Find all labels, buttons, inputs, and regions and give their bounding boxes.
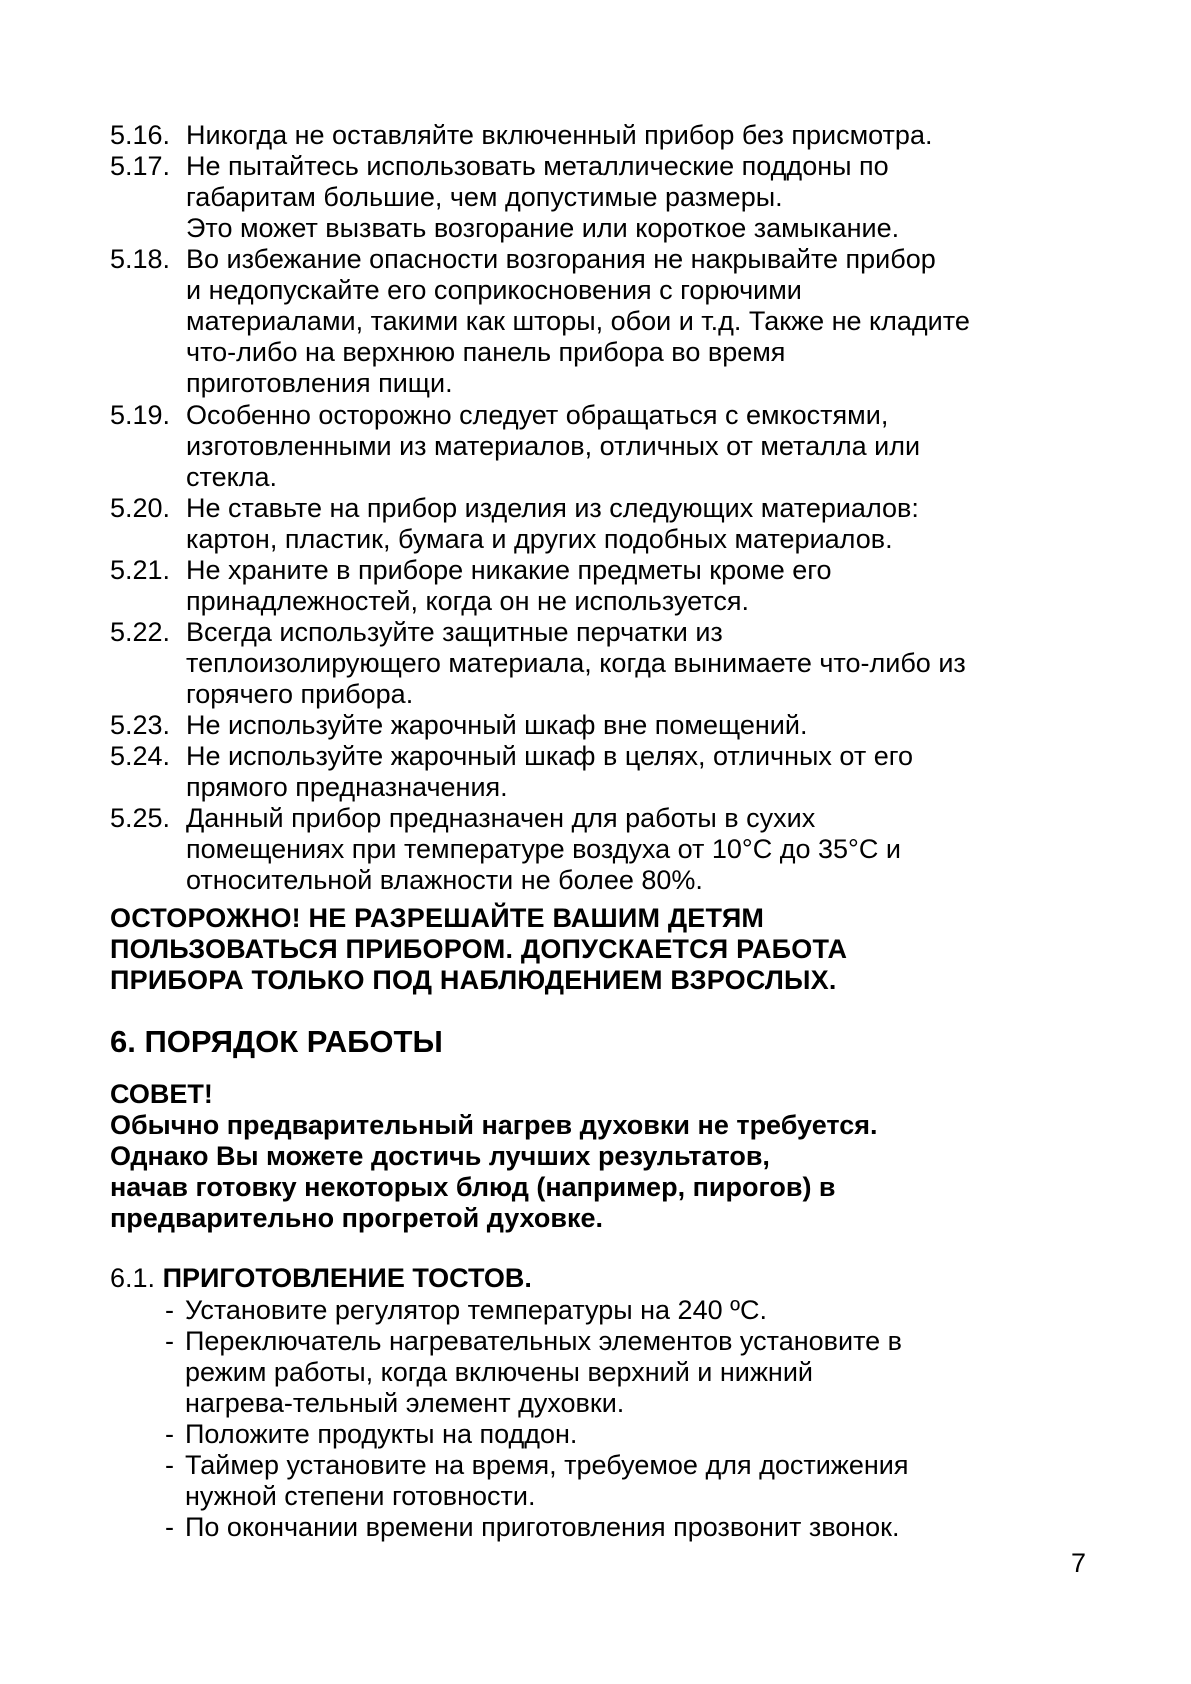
item-text [186, 803, 1106, 896]
text-line: Во избежание опасности возгорания не накрывайте прибор [186, 244, 936, 274]
subsection-title: ПРИГОТОВЛЕНИЕ ТОСТОВ. [162, 1263, 532, 1293]
step-line: режим работы, когда включены верхний и нижний [185, 1357, 814, 1387]
item-number: 5.18. [110, 244, 171, 274]
step-line: нужной степени готовности. [185, 1481, 536, 1511]
section-title: 6. ПОРЯДОК РАБОТЫ [110, 1024, 443, 1059]
dash-bullet: - [165, 1295, 174, 1325]
children-warning [110, 903, 847, 996]
step-line: Таймер установите на время, требуемое для достижения [185, 1450, 909, 1480]
warning-line: ОСТОРОЖНО! НЕ РАЗРЕШАЙТЕ ВАШИМ ДЕТЯМ [110, 903, 765, 933]
subsection-number: 6.1. [110, 1263, 156, 1293]
item-number: 5.21. [110, 555, 171, 585]
text-line: относительной влажности не более 80%. [186, 865, 703, 895]
page-number: 7 [1071, 1548, 1087, 1578]
text-line: Данный прибор предназначен для работы в сухих [186, 803, 816, 833]
text-line: Не используйте жарочный шкаф в целях, отличных от его [186, 741, 913, 771]
text-line: габаритам большие, чем допустимые размеры. [186, 182, 783, 212]
item-number: 5.25. [110, 803, 171, 833]
tip-line: Обычно предварительный нагрев духовки не требуется. [110, 1110, 878, 1140]
item-text [186, 555, 1106, 617]
item-number: 5.17. [110, 151, 171, 181]
step-line: нагрева-тельный элемент духовки. [185, 1388, 625, 1418]
tip-line: начав готовку некоторых блюд (например, пирогов) в [110, 1172, 836, 1202]
text-line: Не храните в приборе никакие предметы кроме его [186, 555, 832, 585]
item-number: 5.19. [110, 400, 171, 430]
tip-line: предварительно прогретой духовке. [110, 1203, 604, 1233]
step-line: Переключатель нагревательных элементов установите в [185, 1326, 902, 1356]
step-item [165, 1512, 909, 1543]
step-line: Установите регулятор температуры на 240 ºС. [185, 1295, 767, 1325]
step-item [165, 1295, 909, 1326]
item-number: 5.20. [110, 493, 171, 523]
item-text [186, 741, 1106, 803]
text-line: прямого предназначения. [186, 772, 508, 802]
text-line: Никогда не оставляйте включенный прибор без присмотра. [186, 120, 933, 150]
step-item [165, 1450, 909, 1512]
item-text [186, 400, 1106, 493]
item-number: 5.23. [110, 710, 171, 740]
item-text [186, 120, 1106, 151]
tip-line: Однако Вы можете достичь лучших результатов, [110, 1141, 770, 1171]
dash-bullet: - [165, 1326, 174, 1356]
step-item [165, 1419, 909, 1450]
subsection-heading [110, 1263, 532, 1294]
item-number: 5.16. [110, 120, 171, 150]
text-line: помещениях при температуре воздуха от 10°С до 35°С и [186, 834, 901, 864]
item-number: 5.24. [110, 741, 171, 771]
text-line: Особенно осторожно следует обращаться с емкостями, [186, 400, 889, 430]
item-text [186, 493, 1106, 555]
text-line: и недопускайте его соприкосновения с горючими [186, 275, 802, 305]
tip-heading: СОВЕТ! [110, 1079, 213, 1109]
text-line: горячего прибора. [186, 679, 414, 709]
step-item [165, 1326, 909, 1419]
dash-bullet: - [165, 1450, 174, 1480]
text-line: Не пытайтесь использовать металлические поддоны по [186, 151, 889, 181]
tip-block [110, 1079, 878, 1234]
dash-bullet: - [165, 1419, 174, 1449]
text-line: изготовленными из материалов, отличных от металла или [186, 431, 921, 461]
step-line: Положите продукты на поддон. [185, 1419, 578, 1449]
text-line: Всегда используйте защитные перчатки из [186, 617, 723, 647]
item-text [186, 151, 1106, 244]
warning-line: ПОЛЬЗОВАТЬСЯ ПРИБОРОМ. ДОПУСКАЕТСЯ РАБОТА [110, 934, 848, 964]
item-number: 5.22. [110, 617, 171, 647]
text-line: принадлежностей, когда он не используется. [186, 586, 749, 616]
text-line: Не используйте жарочный шкаф вне помещений. [186, 710, 808, 740]
text-line: что-либо на верхнюю панель прибора во время [186, 337, 786, 367]
text-line: картон, пластик, бумага и других подобных материалов. [186, 524, 893, 554]
item-text [186, 244, 1106, 399]
text-line: Это может вызвать возгорание или короткое замыкание. [186, 213, 900, 243]
item-text [186, 617, 1106, 710]
dash-bullet: - [165, 1512, 174, 1542]
text-line: стекла. [186, 462, 277, 492]
warning-line: ПРИБОРА ТОЛЬКО ПОД НАБЛЮДЕНИЕМ ВЗРОСЛЫХ. [110, 965, 837, 995]
text-line: Не ставьте на прибор изделия из следующих материалов: [186, 493, 919, 523]
text-line: приготовления пищи. [186, 368, 453, 398]
step-line: По окончании времени приготовления прозвонит звонок. [185, 1512, 900, 1542]
text-line: теплоизолирующего материала, когда вынимаете что-либо из [186, 648, 966, 678]
item-text [186, 710, 1106, 741]
steps-list [165, 1295, 909, 1543]
text-line: материалами, такими как шторы, обои и т.д. Также не кладите [186, 306, 970, 336]
